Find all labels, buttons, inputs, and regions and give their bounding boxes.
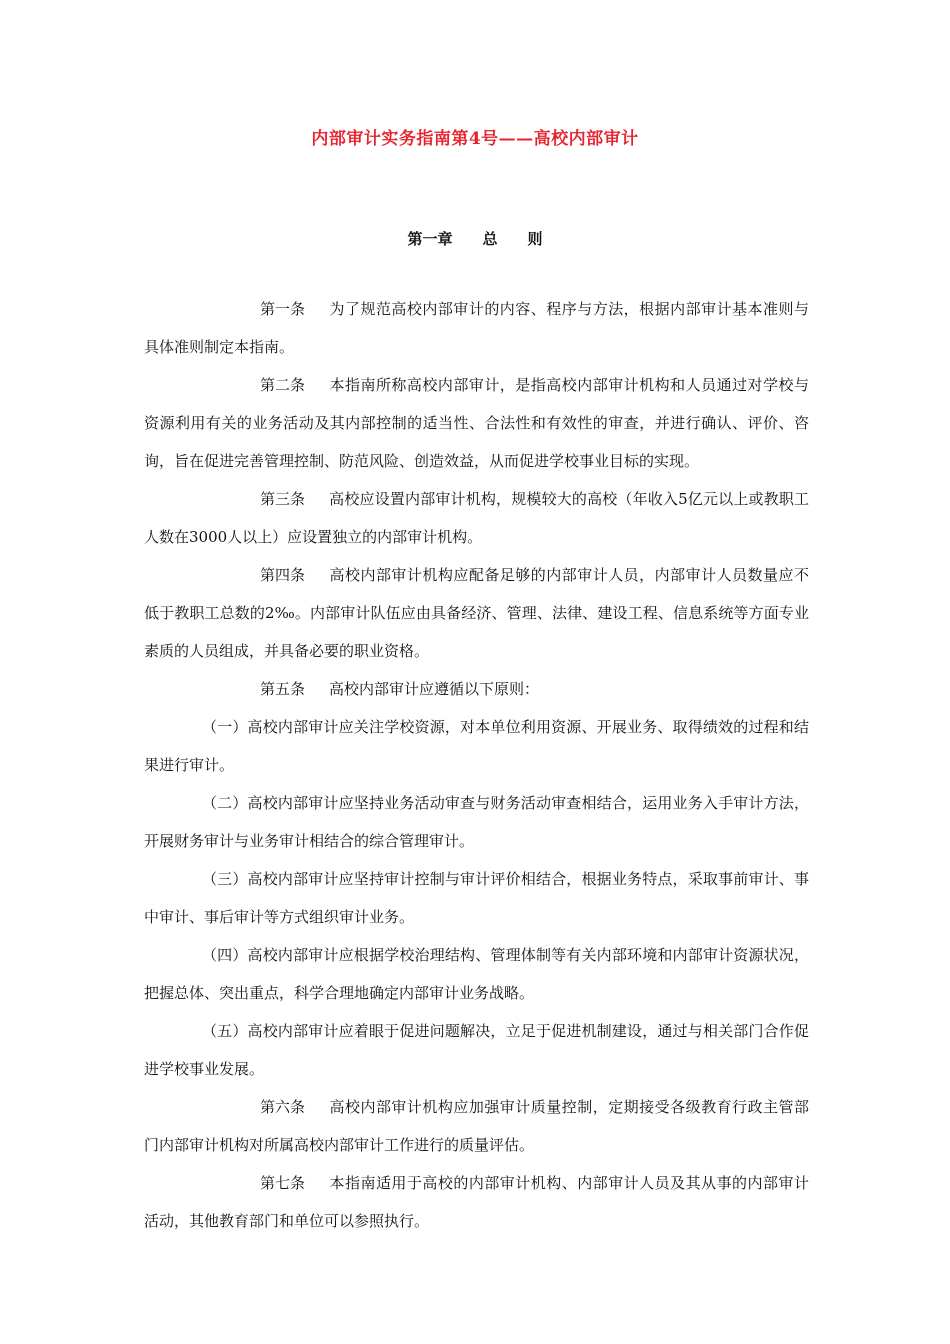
document-title: 内部审计实务指南第4号——高校内部审计	[311, 129, 639, 149]
article-1	[144, 290, 809, 366]
article-label: 第四条	[260, 566, 306, 584]
article-4	[144, 556, 809, 670]
principle-item: （一）高校内部审计应关注学校资源，对本单位利用资源、开展业务、取得绩效的过程和结果进行审计。	[144, 718, 809, 774]
article-label: 第三条	[260, 490, 306, 508]
principle-item: （五）高校内部审计应着眼于促进问题解决，立足于促进机制建设，通过与相关部门合作促进学校事业发展。	[144, 1022, 809, 1078]
article-label: 第五条	[260, 680, 306, 698]
article-5	[144, 670, 809, 708]
principle-item: （二）高校内部审计应坚持业务活动审查与财务活动审查相结合，运用业务入手审计方法，开展财务审计与业务审计相结合的综合管理审计。	[144, 794, 809, 850]
article-3	[144, 480, 809, 556]
article-2	[144, 366, 809, 480]
article-label: 第七条	[260, 1174, 306, 1192]
article-label: 第一条	[260, 300, 306, 318]
article-text: 高校内部审计机构应配备足够的内部审计人员，内部审计人员数量应不低于教职工总数的2‰。内部审计队伍应由具备经济、管理、法律、建设工程、信息系统等方面专业素质的人员组成，并具备必要的职业资格。	[144, 566, 809, 660]
article-text: 高校应设置内部审计机构，规模较大的高校（年收入5亿元以上或教职工人数在3000人以上）应设置独立的内部审计机构。	[144, 490, 809, 546]
article-label: 第二条	[260, 376, 306, 394]
principle-item: （三）高校内部审计应坚持审计控制与审计评价相结合，根据业务特点，采取事前审计、事中审计、事后审计等方式组织审计业务。	[144, 870, 809, 926]
chapter-heading: 第一章 总 则	[407, 230, 543, 248]
article-6	[144, 1088, 809, 1164]
article-7	[144, 1164, 809, 1240]
principle-item: （四）高校内部审计应根据学校治理结构、管理体制等有关内部环境和内部审计资源状况，把握总体、突出重点，科学合理地确定内部审计业务战略。	[144, 946, 809, 1002]
article-label: 第六条	[260, 1098, 306, 1116]
article-text: 本指南所称高校内部审计，是指高校内部审计机构和人员通过对学校与资源利用有关的业务活动及其内部控制的适当性、合法性和有效性的审查，并进行确认、评价、咨询，旨在促进完善管理控制、防范风险、创造效益，从而促进学校事业目标的实现。	[144, 376, 809, 470]
article-text: 高校内部审计机构应加强审计质量控制，定期接受各级教育行政主管部门内部审计机构对所属高校内部审计工作进行的质量评估。	[144, 1098, 809, 1154]
article-text: 本指南适用于高校的内部审计机构、内部审计人员及其从事的内部审计活动，其他教育部门和单位可以参照执行。	[144, 1174, 809, 1230]
article-text: 高校内部审计应遵循以下原则：	[329, 680, 540, 698]
document-body	[144, 290, 809, 1240]
article-text: 为了规范高校内部审计的内容、程序与方法，根据内部审计基本准则与具体准则制定本指南。	[144, 300, 809, 356]
